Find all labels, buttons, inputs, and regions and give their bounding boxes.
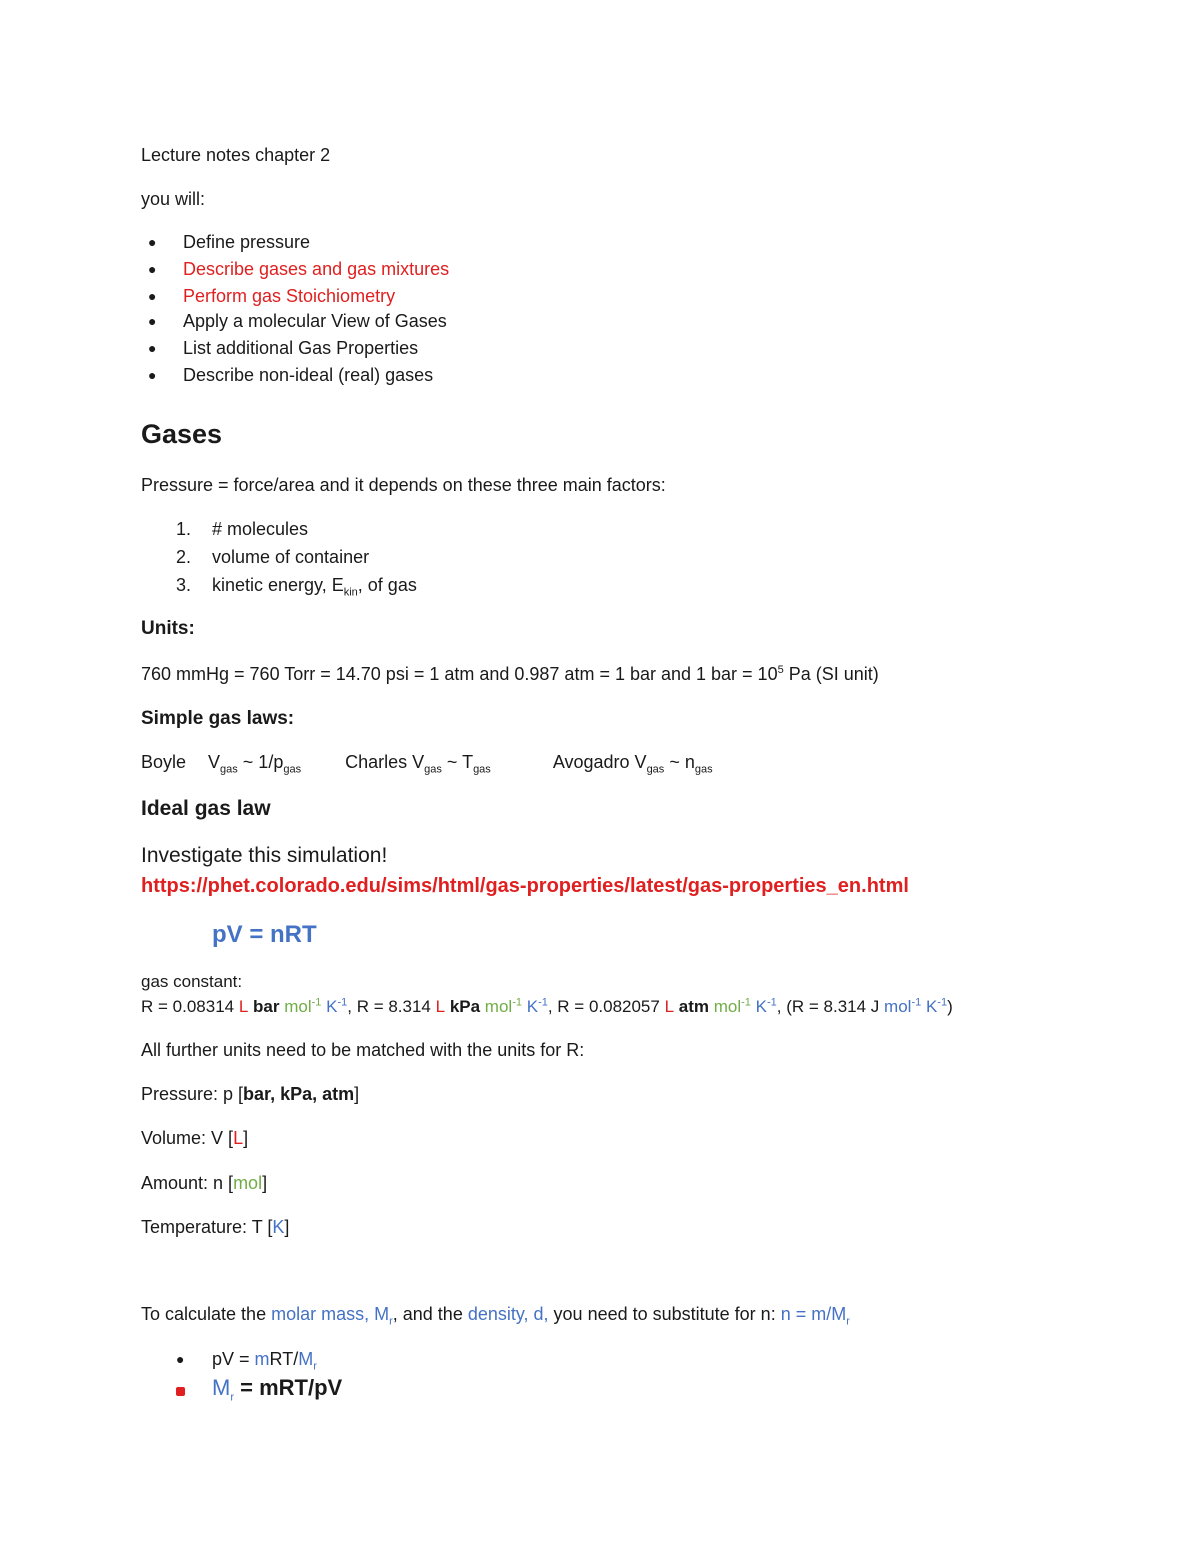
factor-item: # molecules xyxy=(212,519,309,539)
simple-gas-laws xyxy=(141,752,713,774)
document-title: Lecture notes chapter 2 xyxy=(141,145,331,165)
objective-item: Apply a molecular View of Gases xyxy=(183,311,447,331)
investigate-text: Investigate this simulation! xyxy=(141,844,388,867)
factor-item: volume of container xyxy=(212,547,370,567)
list-number: 3. xyxy=(176,575,192,595)
bullet-icon: ● xyxy=(148,340,157,356)
bullet-icon: ● xyxy=(148,261,157,277)
objective-item: Perform gas Stoichiometry xyxy=(183,286,396,306)
ideal-gas-equation: pV = nRT xyxy=(212,921,317,948)
bullet-icon: ● xyxy=(148,288,157,304)
objective-item: Define pressure xyxy=(183,232,311,252)
quantity-amount: Amount: n [mol] xyxy=(141,1173,268,1193)
list-number: 2. xyxy=(176,547,192,567)
bullet-icon: ● xyxy=(148,234,157,250)
molar-mass-sentence: To calculate the molar mass, $M_r$, and the density, d, you need to substitute for n: $n = m/M_r$ xyxy=(141,1304,850,1328)
units-heading: Units: xyxy=(141,618,195,639)
simulation-link[interactable]: https://phet.colorado.edu/sims/html/gas-properties/latest/gas-properties_en.html xyxy=(141,875,909,897)
boyle-law: Boyle $V_{gas}$ ~ $1/p_{gas}$ xyxy=(141,752,302,776)
quantity-temperature: Temperature: T [K] xyxy=(141,1217,290,1237)
charles-law: Charles $V_{gas}$ ~ $T_{gas}$ xyxy=(345,752,491,776)
gas-constant-label: gas constant: xyxy=(141,972,243,991)
gas-constant-values: R = 0.08314 L bar mol$^{-1}$ $K^{-1}$, R = 8.314 L kPa mol$^{-1}$ $K^{-1}$, R = 0.082057 L atm mol$^{-1}$ $K^{-1}$, (R = 8.314 J mol$^{-1}$ $K^{-1}$) xyxy=(141,996,953,1016)
quantity-volume: Volume: V [L] xyxy=(141,1128,249,1148)
objective-item: Describe non-ideal (real) gases xyxy=(183,365,434,385)
avogadro-law: Avogadro $V_{gas}$ ~ $n_{gas}$ xyxy=(552,752,713,776)
bullet-icon: ● xyxy=(148,367,157,383)
ideal-gas-law-heading: Ideal gas law xyxy=(141,797,271,820)
quantity-pressure: Pressure: p [bar, kPa, atm] xyxy=(141,1084,360,1104)
objective-item: Describe gases and gas mixtures xyxy=(183,259,450,279)
bullet-icon: ● xyxy=(148,313,157,329)
units-matched-note: All further units need to be matched with the units for R: xyxy=(141,1040,585,1060)
pressure-definition: Pressure = force/area and it depends on these three main factors: xyxy=(141,475,666,495)
unit-conversions: 760 mmHg = 760 Torr = 14.70 psi = 1 atm and 0.987 atm = 1 bar and 1 bar = $10^5$ Pa (SI unit) xyxy=(141,664,879,684)
section-heading-gases: Gases xyxy=(141,419,223,449)
red-bullet-icon xyxy=(176,1383,185,1399)
list-number: 1. xyxy=(176,519,192,539)
formula-molar-mass: $M_r = mRT/pV$ xyxy=(212,1375,343,1404)
simple-gas-laws-heading: Simple gas laws: xyxy=(141,708,295,729)
intro-text: you will: xyxy=(141,189,206,209)
formula-pv-mrt: pV = mRT/$M_r$ xyxy=(212,1349,317,1373)
objective-item: List additional Gas Properties xyxy=(183,338,419,358)
factor-item: kinetic energy, $E_{kin}$, of gas xyxy=(212,575,417,599)
bullet-icon: ● xyxy=(176,1351,185,1367)
